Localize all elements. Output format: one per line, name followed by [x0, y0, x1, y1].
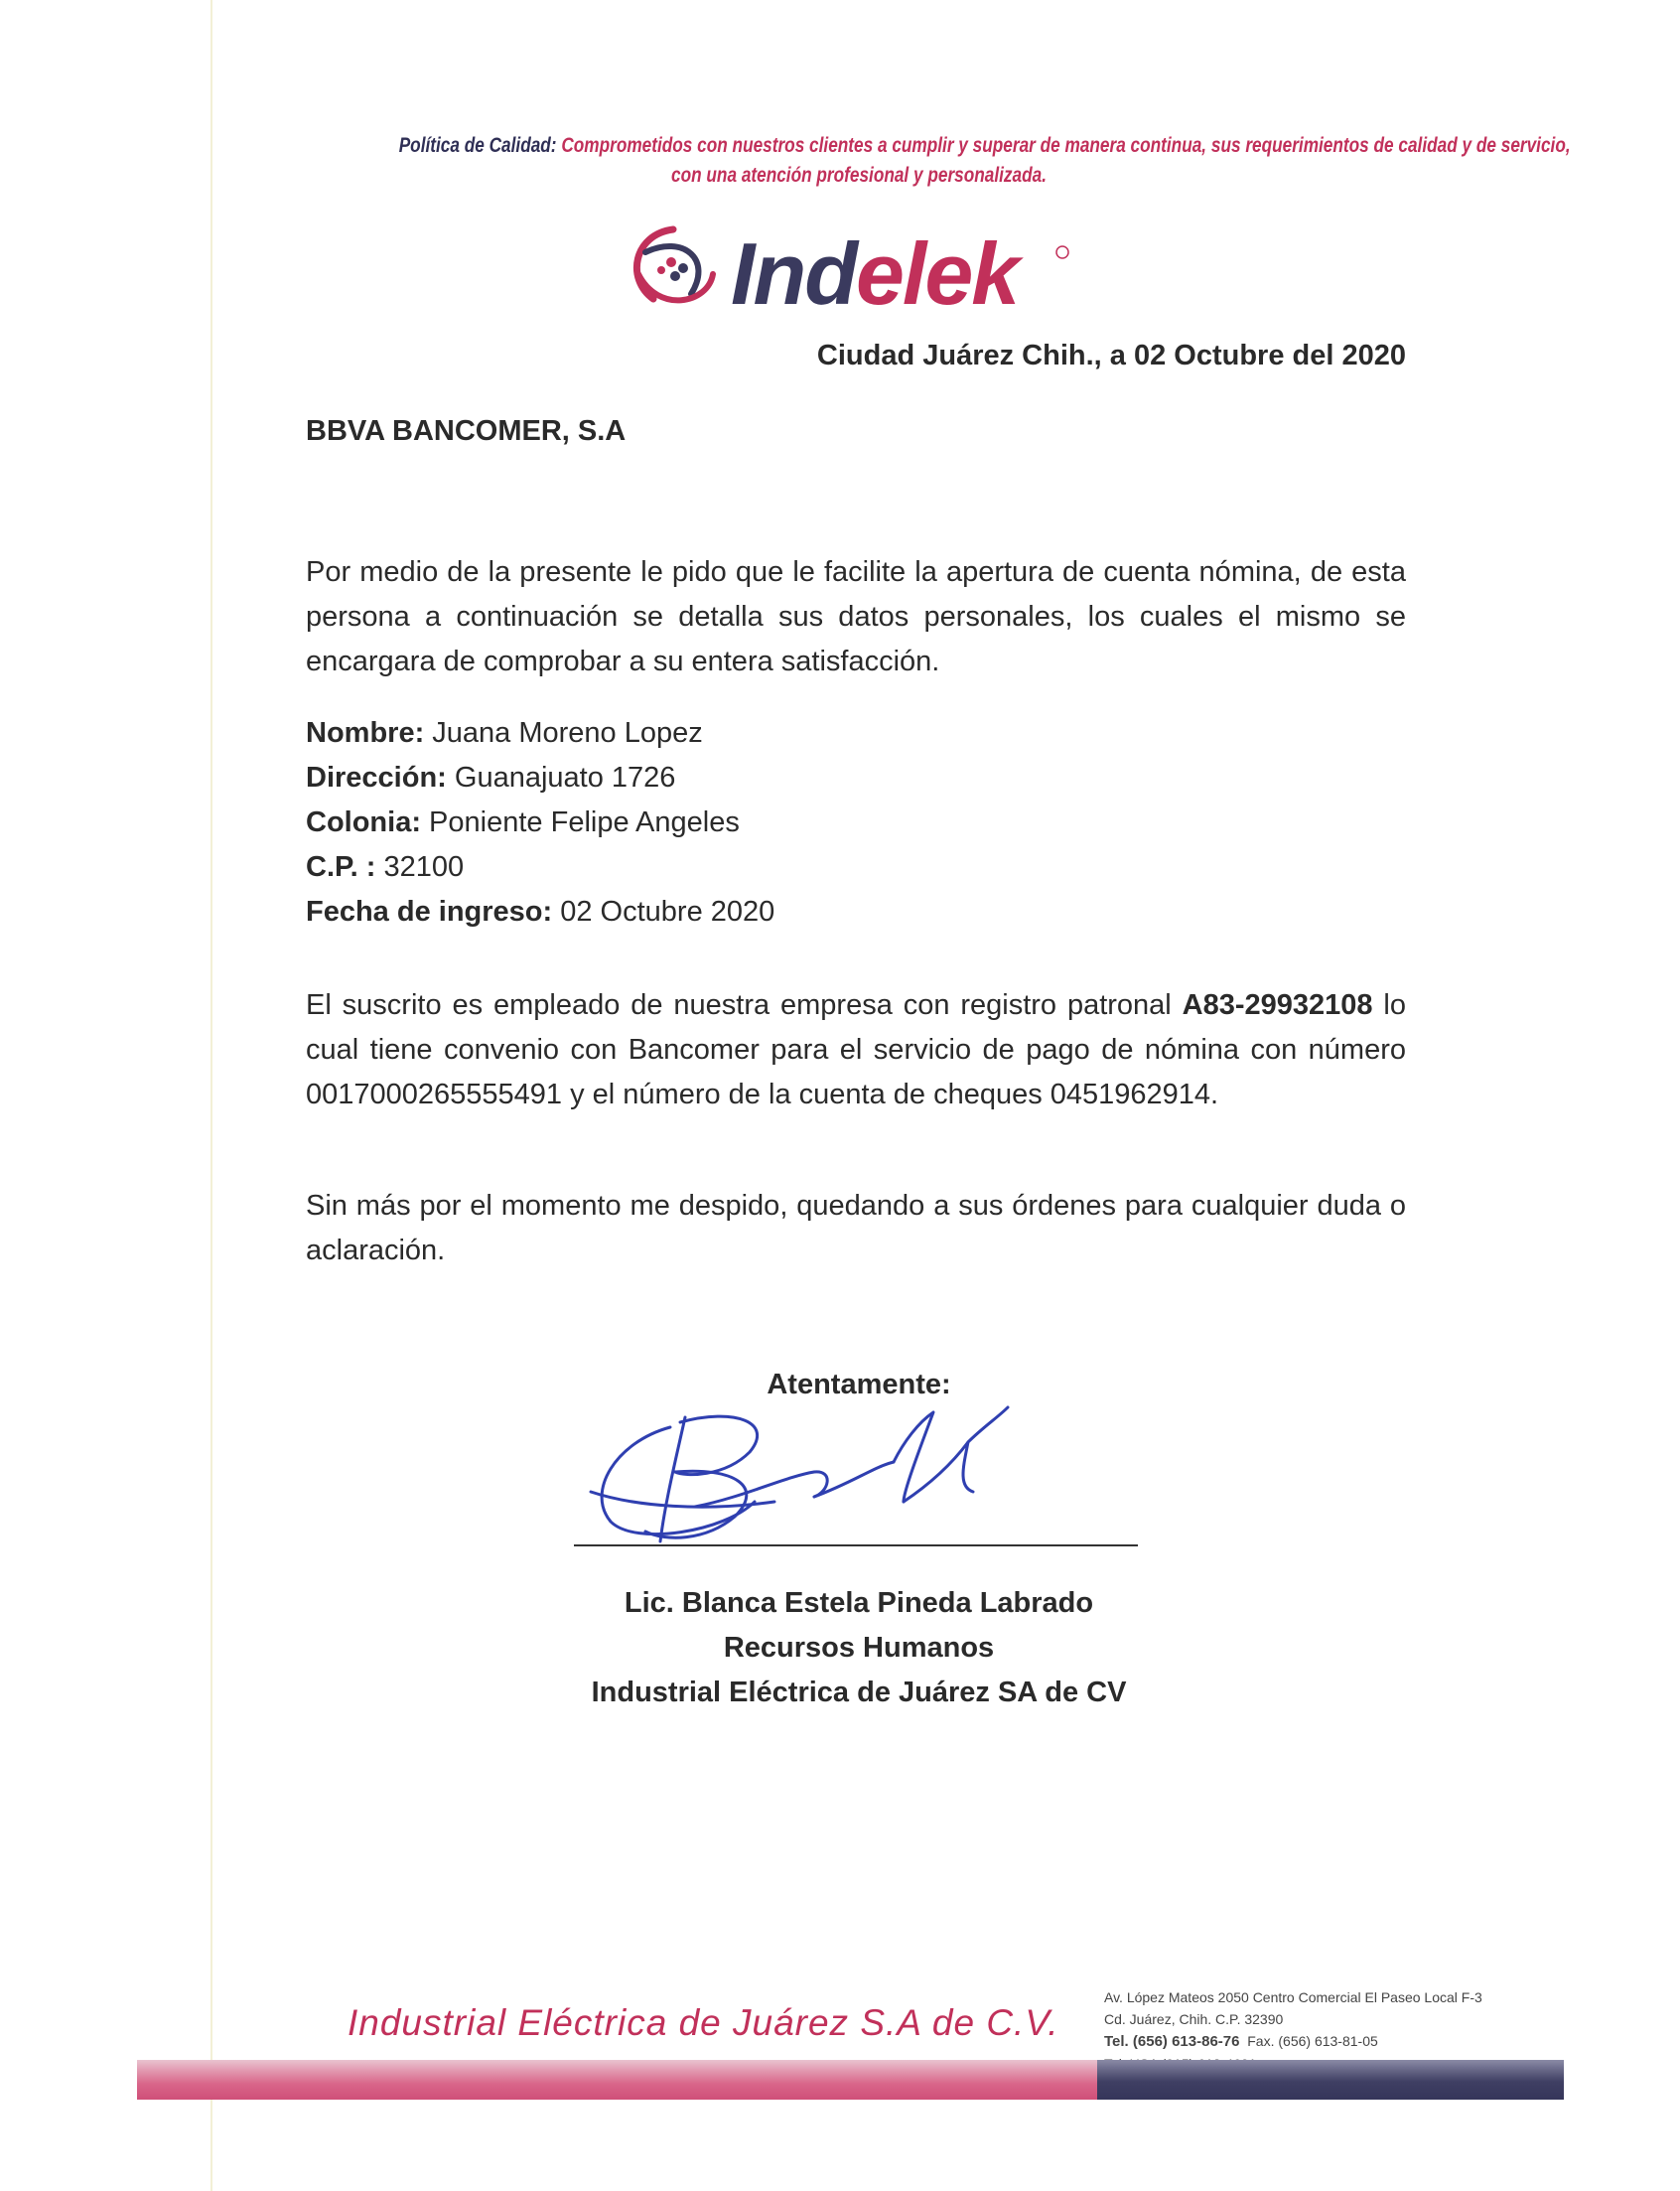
addressee: BBVA BANCOMER, S.A — [306, 415, 627, 447]
footer-address-line1: Av. López Mateos 2050 Centro Comercial El Paseo Local F-3 — [1104, 1989, 1482, 2005]
footer-bar-pink — [137, 2060, 1097, 2100]
detail-postal-code: C.P. : 32100 — [306, 851, 465, 883]
swirl-logo-icon — [636, 229, 713, 300]
paragraph-farewell: Sin más por el momento me despido, quedando a sus órdenes para cualquier duda o aclaración. — [306, 1190, 1406, 1266]
paragraph-employment: El suscrito es empleado de nuestra empresa con registro patronal A83-29932108 lo cual tiene convenio con Bancomer para el servicio de pago de nómina con número 0017000265555491 y el número de la cuenta de cheques 0451962914. — [306, 989, 1406, 1110]
detail-address: Dirección: Guanajuato 1726 — [306, 762, 676, 794]
detail-start-date: Fecha de ingreso: 02 Octubre 2020 — [306, 896, 775, 928]
policy-text-line1: Comprometidos con nuestros clientes a cumplir y superar de manera continua, sus requerimientos de calidad y de servicio, — [561, 134, 1571, 157]
footer-company-name: Industrial Eléctrica de Juárez S.A de C.V. — [348, 2002, 1059, 2043]
footer-fax: Fax. (656) 613-81-05 — [1247, 2033, 1378, 2049]
employer-registration: A83-29932108 — [1182, 989, 1373, 1021]
signer-name: Lic. Blanca Estela Pineda Labrado — [624, 1587, 1094, 1619]
quality-policy — [398, 131, 1571, 191]
indelek-logo — [614, 205, 1090, 334]
detail-colony: Colonia: Poniente Felipe Angeles — [306, 806, 740, 838]
footer-address-line2: Cd. Juárez, Chih. C.P. 32390 — [1104, 2011, 1284, 2027]
detail-name: Nombre: Juana Moreno Lopez — [306, 717, 703, 749]
signature-line — [574, 1544, 1138, 1546]
scan-edge-line — [210, 0, 212, 2191]
footer-phone: Tel. (656) 613-86-76 — [1104, 2033, 1240, 2050]
personal-details — [306, 711, 774, 935]
letter-date: Ciudad Juárez Chih., a 02 Octubre del 2020 — [816, 340, 1406, 371]
logo-wordmark: Indelek — [731, 224, 1019, 323]
signer-company: Industrial Eléctrica de Juárez SA de CV — [591, 1677, 1127, 1708]
footer-bar-navy — [1097, 2060, 1564, 2100]
policy-label: Política de Calidad: — [398, 134, 557, 157]
handwritten-signature — [576, 1383, 1043, 1556]
closing-text: Atentamente: — [767, 1369, 951, 1400]
paragraph-request: Por medio de la presente le pido que le facilite la apertura de cuenta nómina, de esta persona a continuación se detalla sus datos personales, los cuales el mismo se encargara de comprobar a su entera satisfacción. — [306, 556, 1406, 677]
policy-text-line2: con una atención profesional y personalizada. — [671, 164, 1047, 187]
signer-title: Recursos Humanos — [723, 1632, 995, 1664]
signer-block — [496, 1581, 1221, 1715]
